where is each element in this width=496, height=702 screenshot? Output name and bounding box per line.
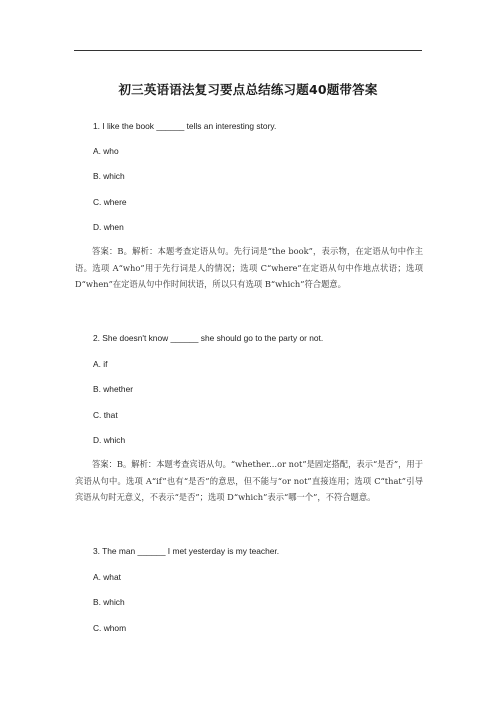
question-2-option-b: B. whether xyxy=(93,384,134,394)
question-3-option-a: A. what xyxy=(93,572,121,582)
question-1-option-b: B. which xyxy=(93,171,125,181)
question-2-option-d: D. which xyxy=(93,435,126,445)
question-2-option-c: C. that xyxy=(93,410,118,420)
question-3-option-c: C. whom xyxy=(93,623,127,633)
question-2-option-a: A. if xyxy=(93,359,108,369)
question-2-stem: 2. She doesn't know ______ she should go to the party or not. xyxy=(93,333,324,343)
question-1-option-d: D. when xyxy=(93,222,124,232)
question-1-option-a: A. who xyxy=(93,146,119,156)
question-2-answer: 答案：B。解析：本题考查宾语从句。“whether...or not”是固定搭配，表示“是否”，用于宾语从句中。选项 A“if”也有“是否”的意思，但不能与“or not”直接连用；选项 C“that”引导宾语从句时无意义，不表示“是否”；选项 D“which”表示“哪一个”，不符合题意。 xyxy=(75,459,423,502)
header-rule xyxy=(74,50,422,51)
question-3-stem: 3. The man ______ I met yesterday is my teacher. xyxy=(93,546,280,556)
page-title: 初三英语语法复习要点总结练习题40题带答案 xyxy=(118,82,378,97)
question-3-option-b: B. which xyxy=(93,597,125,607)
question-1-stem: 1. I like the book ______ tells an interesting story. xyxy=(93,121,277,131)
question-1-answer: 答案：B。解析：本题考查定语从句。先行词是“the book”，表示物，在定语从句中作主语。选项 A“who”用于先行词是人的情况；选项 C“where”在定语从句中作地点状语；选项 D“when”在定语从句中作时间状语，所以只有选项 B“which”符合题意。 xyxy=(75,246,423,289)
question-1-option-c: C. where xyxy=(93,197,127,207)
